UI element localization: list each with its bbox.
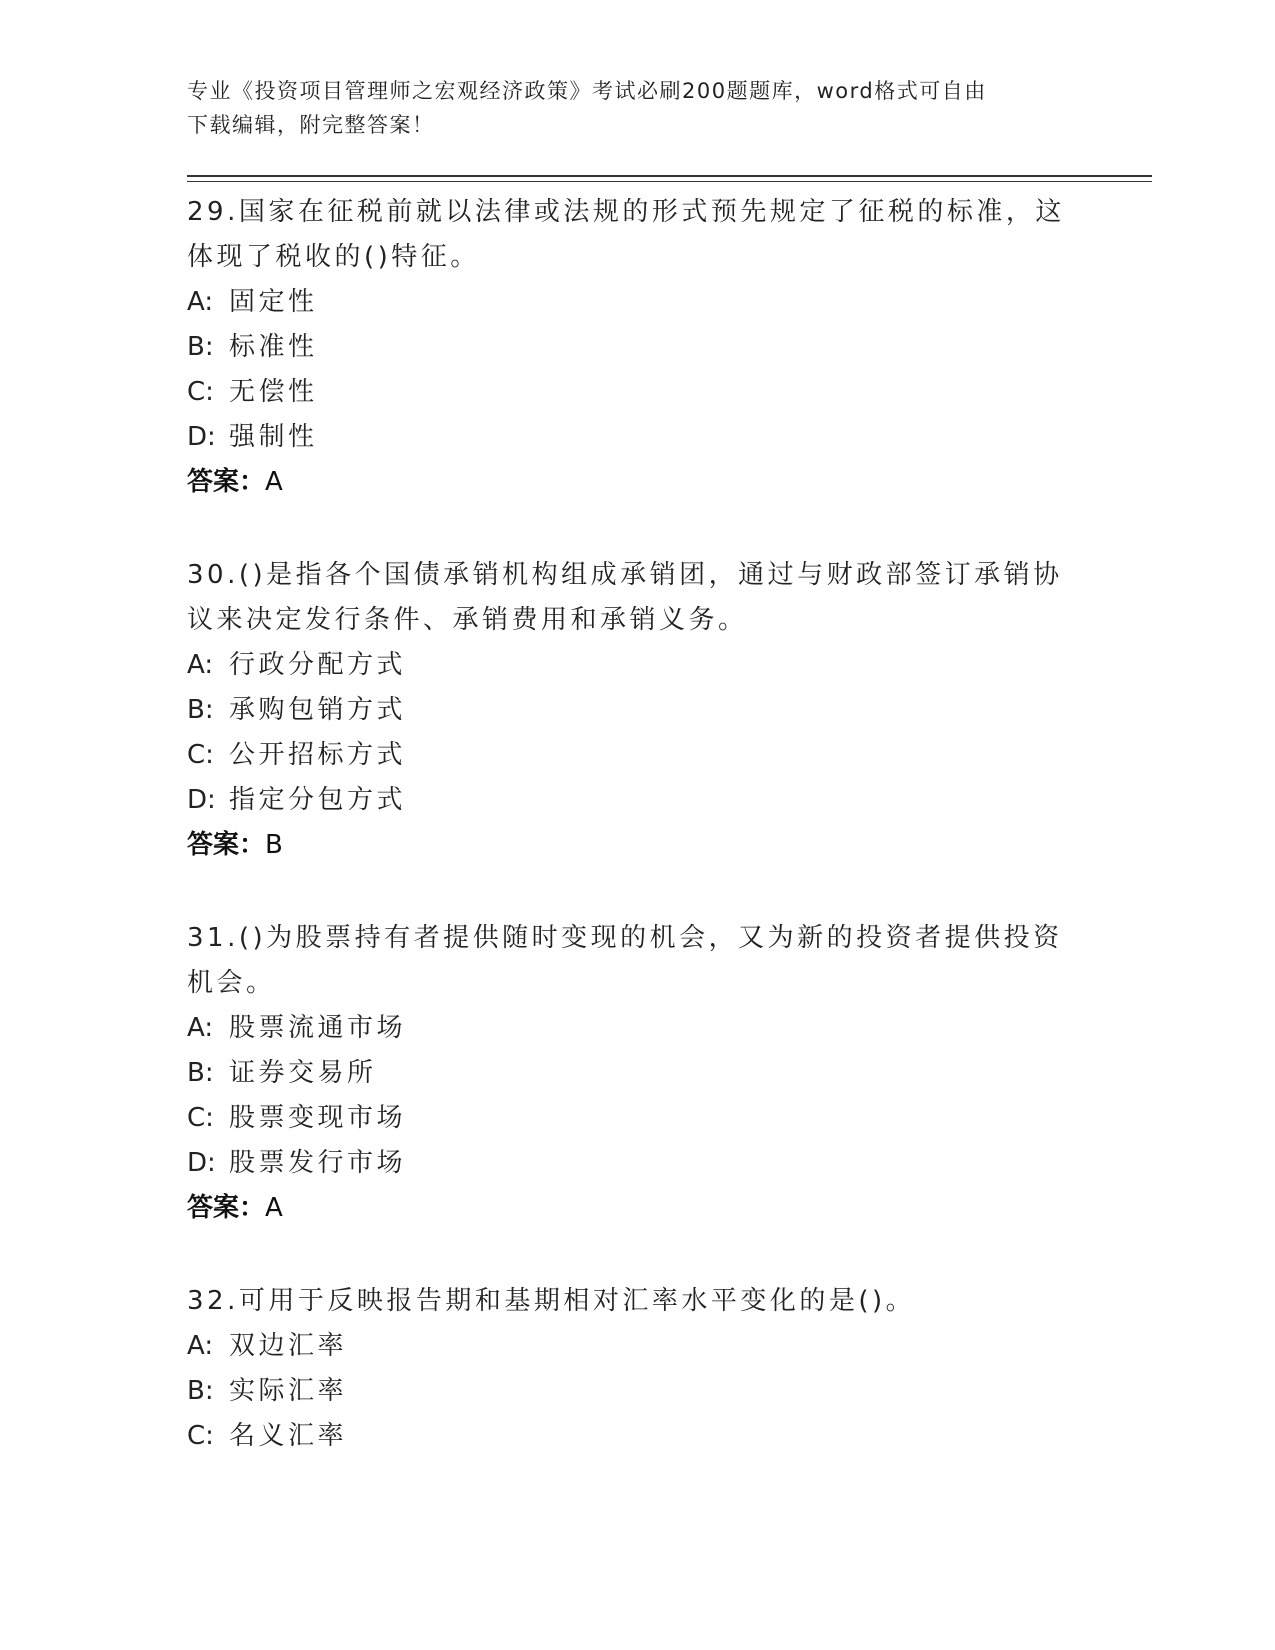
option-a xyxy=(187,643,1087,688)
answer-line xyxy=(187,823,1087,868)
option-d xyxy=(187,778,1087,823)
option-text: 股票变现市场 xyxy=(229,1103,407,1133)
option-letter: C: xyxy=(187,740,214,770)
question-32 xyxy=(187,1279,1087,1459)
option-text: 双边汇率 xyxy=(229,1331,348,1361)
option-text: 强制性 xyxy=(229,422,318,452)
option-b xyxy=(187,1369,1087,1414)
answer-value: A xyxy=(265,467,284,497)
answer-line xyxy=(187,460,1087,505)
option-c xyxy=(187,370,1087,415)
option-letter: D: xyxy=(187,422,216,452)
answer-line xyxy=(187,1186,1087,1231)
document-header xyxy=(187,74,1087,142)
option-c xyxy=(187,1096,1087,1141)
header-line-1: 专业《投资项目管理师之宏观经济政策》考试必刷200题题库，word格式可自由 xyxy=(187,79,987,103)
option-letter: D: xyxy=(187,785,216,815)
header-divider-thin xyxy=(187,181,1152,182)
option-letter: D: xyxy=(187,1148,216,1178)
option-letter: A: xyxy=(187,287,214,317)
option-letter: A: xyxy=(187,1013,214,1043)
answer-value: A xyxy=(265,1193,284,1223)
option-a xyxy=(187,1324,1087,1369)
option-text: 名义汇率 xyxy=(229,1421,348,1451)
option-text: 股票流通市场 xyxy=(229,1013,407,1043)
question-stem: 31.()为股票持有者提供随时变现的机会，又为新的投资者提供投资机会。 xyxy=(187,923,1063,998)
answer-label: 答案： xyxy=(187,1193,266,1223)
option-text: 实际汇率 xyxy=(229,1376,348,1406)
option-d xyxy=(187,415,1087,460)
option-text: 行政分配方式 xyxy=(229,650,407,680)
option-text: 无偿性 xyxy=(229,377,318,407)
question-30 xyxy=(187,553,1087,868)
answer-label: 答案： xyxy=(187,830,266,860)
option-text: 固定性 xyxy=(229,287,318,317)
option-text: 公开招标方式 xyxy=(229,740,407,770)
option-b xyxy=(187,1051,1087,1096)
question-29 xyxy=(187,190,1087,505)
option-d xyxy=(187,1141,1087,1186)
option-text: 指定分包方式 xyxy=(229,785,407,815)
option-c xyxy=(187,1414,1087,1459)
header-divider-thick xyxy=(187,175,1152,177)
option-letter: B: xyxy=(187,332,214,362)
option-letter: C: xyxy=(187,1421,214,1451)
question-stem: 32.可用于反映报告期和基期相对汇率水平变化的是()。 xyxy=(187,1286,916,1316)
option-a xyxy=(187,1006,1087,1051)
option-letter: A: xyxy=(187,1331,214,1361)
option-b xyxy=(187,325,1087,370)
option-a xyxy=(187,280,1087,325)
question-stem: 29.国家在征税前就以法律或法规的形式预先规定了征税的标准，这体现了税收的()特征。 xyxy=(187,197,1065,272)
option-text: 标准性 xyxy=(229,332,318,362)
question-stem: 30.()是指各个国债承销机构组成承销团，通过与财政部签订承销协议来决定发行条件、承销费用和承销义务。 xyxy=(187,560,1063,635)
option-letter: B: xyxy=(187,695,214,725)
question-31 xyxy=(187,916,1087,1231)
header-line-2: 下载编辑，附完整答案！ xyxy=(187,113,435,137)
option-letter: C: xyxy=(187,377,214,407)
option-c xyxy=(187,733,1087,778)
option-letter: A: xyxy=(187,650,214,680)
option-b xyxy=(187,688,1087,733)
option-letter: C: xyxy=(187,1103,214,1133)
answer-label: 答案： xyxy=(187,467,266,497)
question-list xyxy=(187,190,1087,1507)
option-letter: B: xyxy=(187,1058,214,1088)
option-letter: B: xyxy=(187,1376,214,1406)
option-text: 股票发行市场 xyxy=(229,1148,407,1178)
answer-value: B xyxy=(265,830,284,860)
option-text: 证券交易所 xyxy=(229,1058,377,1088)
option-text: 承购包销方式 xyxy=(229,695,407,725)
